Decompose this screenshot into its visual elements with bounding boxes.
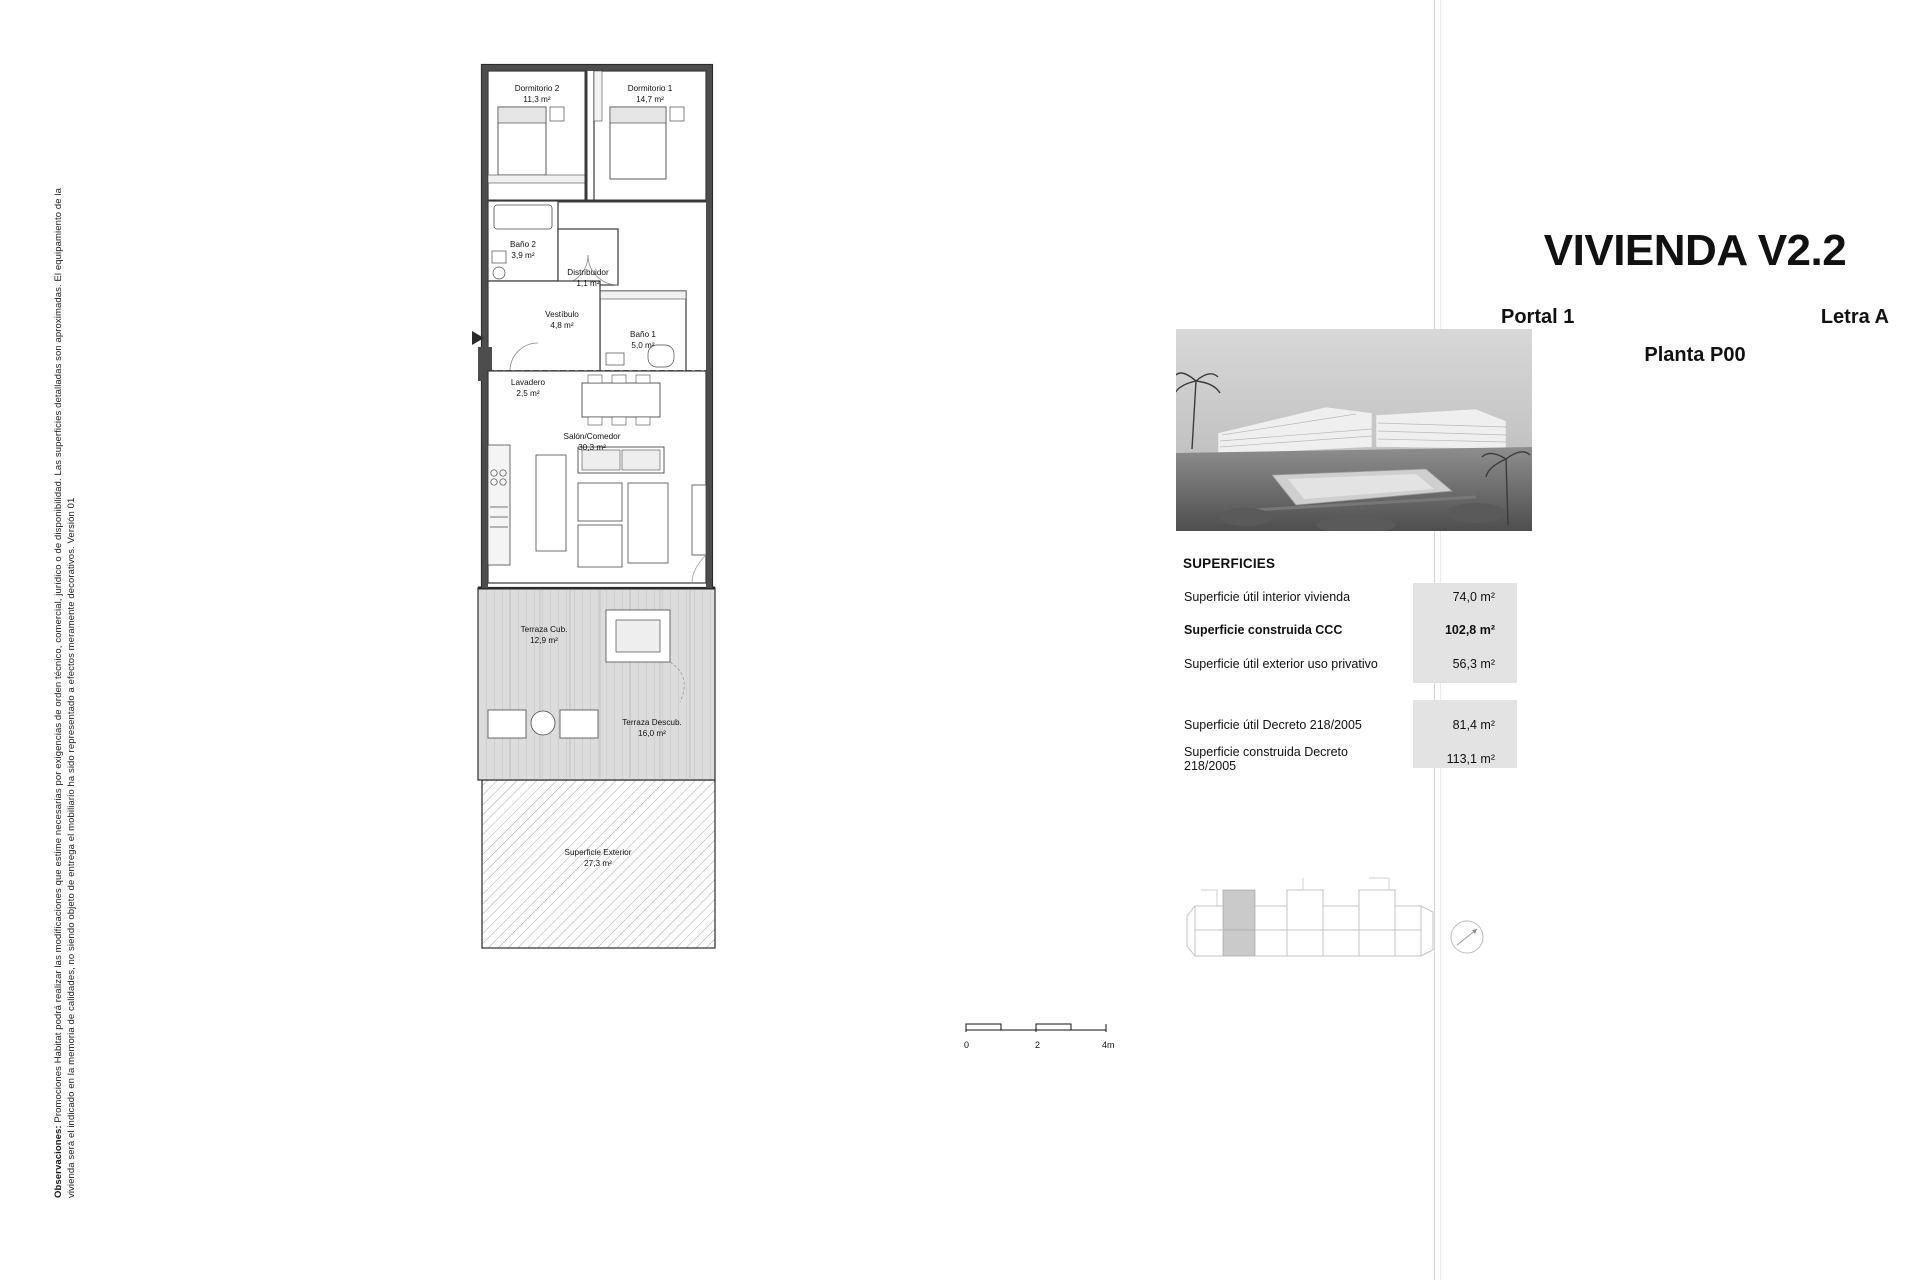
disclaimer-label: Observaciones: [53, 1125, 64, 1198]
room-area: 2,5 m² [516, 389, 540, 398]
planta-label: Planta P00 [1644, 344, 1746, 366]
scale-tick-2: 2 [1035, 1040, 1041, 1050]
row-value: 81,4 m² [1452, 718, 1495, 733]
living-room-zone [488, 371, 706, 583]
table-row [1183, 709, 1505, 743]
room-label: Lavadero [510, 378, 546, 387]
disclaimer-text [52, 0, 78, 1198]
disclaimer-line1: Promociones Habitat podrá realizar las modificaciones que estime necesarias por exigencias de orden técnico, comercial, jurídico o de disponibilidad. Las superficies detalladas son aproximadas. El equipamiento de la [53, 188, 64, 1126]
room-area: 12,9 m² [530, 636, 558, 645]
row-label: Superficie útil Decreto 218/2005 [1184, 718, 1362, 733]
room-label: Dormitorio 1 [627, 84, 673, 93]
row-label: Superficie útil exterior uso privativo [1184, 656, 1378, 671]
table-row [1183, 614, 1505, 648]
scale-bar [960, 1020, 1130, 1060]
table-row [1183, 647, 1505, 681]
table-row [1183, 742, 1505, 776]
room-area: 16,0 m² [638, 729, 666, 738]
letra-label: Letra A [1820, 306, 1889, 328]
scale-tick-0: 0 [964, 1040, 970, 1050]
room-label: Baño 1 [630, 330, 656, 339]
row-value: 56,3 m² [1452, 656, 1495, 671]
room-label: Terraza Descub. [622, 718, 682, 727]
room-label: Superficie Exterior [564, 848, 632, 857]
row-label: Superficie construida CCC [1184, 623, 1343, 638]
row-label: Superficie construida Decreto 218/2005 [1184, 744, 1348, 773]
room-label: Dormitorio 2 [514, 84, 560, 93]
room-area: 14,7 m² [636, 95, 664, 104]
portal-label: Portal 1 [1501, 306, 1575, 328]
room-label: Baño 2 [510, 240, 536, 249]
compass-icon [1448, 918, 1486, 956]
room-label: Distribuidor [567, 268, 609, 277]
room-area: 5,0 m² [631, 341, 655, 350]
building-render-image [1176, 329, 1532, 531]
page-title: VIVIENDA V2.2 [1543, 226, 1847, 275]
table-row [1183, 580, 1505, 614]
table-spacer [1183, 681, 1505, 709]
room-area: 1,1 m² [576, 279, 600, 288]
room-area: 3,9 m² [511, 251, 535, 260]
room-area: 4,8 m² [550, 321, 574, 330]
row-value: 102,8 m² [1444, 623, 1495, 638]
terrace-zone [478, 588, 715, 780]
portal-letra-row [1495, 306, 1895, 329]
info-panel [1455, 0, 1920, 1280]
scale-tick-4: 4m [1102, 1040, 1115, 1050]
room-label: Vestíbulo [545, 310, 579, 319]
superficies-heading: SUPERFICIES [1183, 556, 1276, 571]
superficies-table [1183, 580, 1505, 776]
room-label: Salón/Comedor [563, 432, 621, 441]
room-area: 11,3 m² [523, 95, 551, 104]
row-label: Superficie útil interior vivienda [1184, 589, 1351, 604]
row-value: 113,1 m² [1446, 751, 1495, 766]
vestibulo-zone [472, 281, 600, 381]
row-value: 74,0 m² [1452, 589, 1495, 604]
room-area: 27,3 m² [584, 859, 612, 868]
room-label: Terraza Cub. [520, 625, 568, 634]
disclaimer-line2: vivienda será el indicado en la memoria de calidades, no siendo objeto de entrega el mobiliario ha sido representado a efectos meramente decorativos. Versión 01 [66, 497, 77, 1198]
floor-plan-drawing [470, 55, 730, 955]
room-area: 30,3 m² [578, 443, 606, 452]
